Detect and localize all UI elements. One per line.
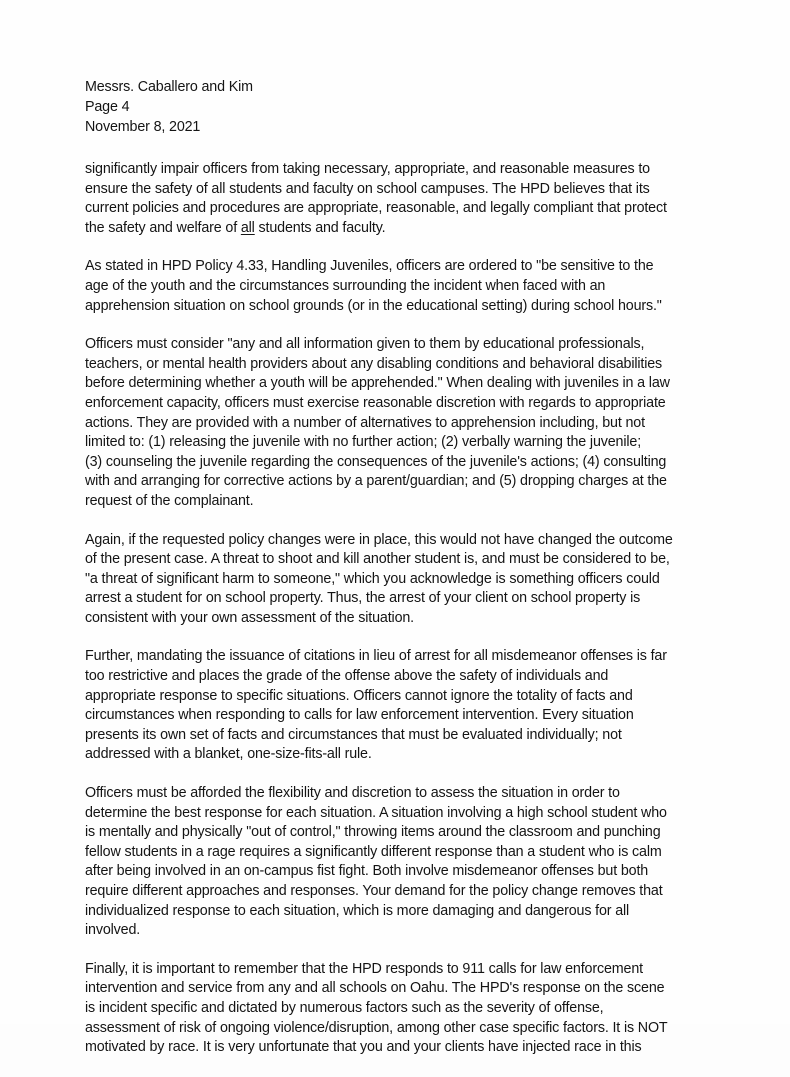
text-line: (3) counseling the juvenile regarding the consequences of the juvenile's actions; (4) consulting bbox=[85, 453, 667, 470]
text-line: Further, mandating the issuance of citations in lieu of arrest for all misdemeanor offenses is far bbox=[85, 648, 667, 665]
text-line: age of the youth and the circumstances surrounding the incident when faced with an bbox=[85, 277, 606, 294]
text-line: assessment of risk of ongoing violence/disruption, among other case specific factors. It is NOT bbox=[85, 1019, 668, 1036]
text-line: request of the complainant. bbox=[85, 492, 254, 509]
recipient-line: Messrs. Caballero and Kim bbox=[85, 79, 253, 95]
text-line: enforcement capacity, officers must exercise reasonable discretion with regards to appropriate bbox=[85, 394, 666, 411]
text-line: intervention and service from any and all schools on Oahu. The HPD's response on the scene bbox=[85, 980, 665, 997]
text-line: Officers must consider "any and all information given to them by educational professionals, bbox=[85, 336, 645, 353]
text-line bbox=[85, 219, 785, 239]
text-line: Officers must be afforded the flexibility and discretion to assess the situation in order to bbox=[85, 785, 620, 802]
text-fragment: students and faculty. bbox=[254, 219, 386, 236]
text-line: presents its own set of facts and circumstances that must be evaluated individually; not bbox=[85, 726, 622, 743]
letter-header bbox=[85, 77, 253, 137]
text-line: apprehension situation on school grounds (or in the educational setting) during school hours." bbox=[85, 297, 662, 314]
text-line: addressed with a blanket, one-size-fits-all rule. bbox=[85, 746, 372, 763]
text-line: appropriate response to specific situations. Officers cannot ignore the totality of facts and bbox=[85, 687, 633, 704]
text-line: actions. They are provided with a number of alternatives to apprehension including, but not bbox=[85, 414, 645, 431]
paragraph-again bbox=[85, 531, 785, 629]
text-line: Again, if the requested policy changes were in place, this would not have changed the outcome bbox=[85, 531, 673, 548]
text-line: current policies and procedures are appropriate, reasonable, and legally compliant that protect bbox=[85, 200, 667, 217]
text-line: with and arranging for corrective actions by a parent/guardian; and (5) dropping charges at the bbox=[85, 473, 667, 490]
text-line: motivated by race. It is very unfortunate that you and your clients have injected race in this bbox=[85, 1039, 642, 1056]
text-line: teachers, or mental health providers about any disabling conditions and behavioral disabilities bbox=[85, 355, 663, 372]
text-line: is incident specific and dictated by numerous factors such as the severity of offense, bbox=[85, 999, 604, 1016]
underlined-emphasis: all bbox=[240, 219, 255, 236]
text-line: before determining whether a youth will be apprehended." When dealing with juveniles in a law bbox=[85, 375, 670, 392]
text-line: involved. bbox=[85, 922, 141, 939]
paragraph-alternatives bbox=[85, 335, 785, 511]
paragraph-policy-4-33 bbox=[85, 257, 785, 316]
paragraph-safety bbox=[85, 160, 785, 238]
text-line: fellow students in a rage requires a significantly different response than a student who is calm bbox=[85, 843, 662, 860]
text-line: determine the best response for each situation. A situation involving a high school student who bbox=[85, 804, 667, 821]
text-line: "a threat of significant harm to someone," which you acknowledge is something officers could bbox=[85, 570, 660, 587]
text-line: significantly impair officers from taking necessary, appropriate, and reasonable measures to bbox=[85, 161, 650, 177]
text-line: after being involved in an on-campus fist fight. Both involve misdemeanor offenses but both bbox=[85, 863, 649, 880]
text-line: Finally, it is important to remember that the HPD responds to 911 calls for law enforcement bbox=[85, 960, 643, 977]
letter-date: November 8, 2021 bbox=[85, 119, 201, 135]
text-line: is mentally and physically "out of control," throwing items around the classroom and punching bbox=[85, 824, 661, 841]
text-line: consistent with your own assessment of the situation. bbox=[85, 609, 414, 626]
text-line: As stated in HPD Policy 4.33, Handling Juveniles, officers are ordered to "be sensitive to the bbox=[85, 258, 654, 275]
paragraph-further bbox=[85, 647, 785, 765]
page-number: Page 4 bbox=[85, 99, 130, 115]
text-line: arrest a student for on school property. Thus, the arrest of your client on school property is bbox=[85, 590, 641, 607]
text-line: require different approaches and responses. Your demand for the policy change removes that bbox=[85, 883, 663, 899]
text-line: individualized response to each situation, which is more damaging and dangerous for all bbox=[85, 902, 630, 919]
text-line: of the present case. A threat to shoot and kill another student is, and must be considered to be, bbox=[85, 551, 670, 568]
text-fragment: the safety and welfare of bbox=[85, 219, 241, 236]
letter-body bbox=[85, 160, 785, 1077]
text-line: circumstances when responding to calls for law enforcement intervention. Every situation bbox=[85, 707, 634, 724]
text-line: ensure the safety of all students and faculty on school campuses. The HPD believes that its bbox=[85, 180, 650, 197]
text-line: limited to: (1) releasing the juvenile with no further action; (2) verbally warning the juvenile; bbox=[85, 434, 642, 451]
paragraph-flexibility bbox=[85, 784, 785, 941]
paragraph-finally bbox=[85, 960, 785, 1058]
text-line: too restrictive and places the grade of the offense above the safety of individuals and bbox=[85, 668, 609, 685]
